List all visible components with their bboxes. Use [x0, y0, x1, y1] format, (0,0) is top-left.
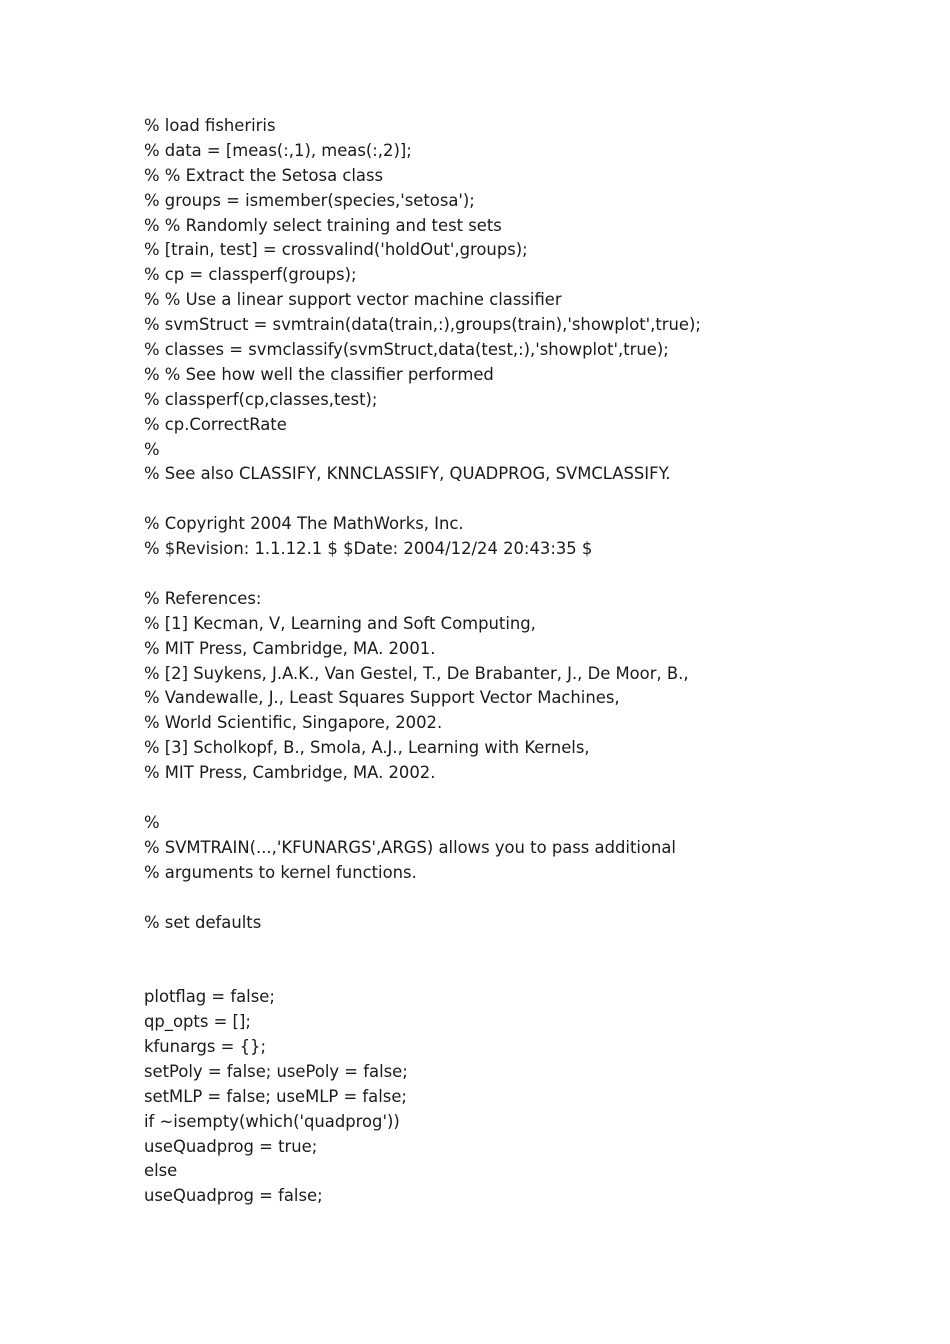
code-line: % SVMTRAIN(...,'KFUNARGS',ARGS) allows you to pass additional [144, 837, 676, 857]
blank-line [144, 786, 701, 811]
code-line: qp_opts = []; [144, 1012, 251, 1032]
code-line: useQuadprog = false; [144, 1186, 323, 1206]
code-line: kfunargs = {}; [144, 1036, 267, 1056]
code-line: else [144, 1161, 178, 1181]
code-line: % Vandewalle, J., Least Squares Support Vector Machines, [144, 688, 620, 708]
code-line: % cp = classperf(groups); [144, 265, 357, 285]
code-line: useQuadprog = true; [144, 1136, 318, 1156]
code-line: % World Scientific, Singapore, 2002. [144, 713, 443, 733]
blank-line [144, 562, 701, 587]
code-line: setPoly = false; usePoly = false; [144, 1061, 408, 1081]
code-line: % data = [meas(:,1), meas(:,2)]; [144, 140, 412, 160]
blank-line [144, 487, 701, 512]
code-line: % svmStruct = svmtrain(data(train,:),groups(train),'showplot',true); [144, 315, 701, 335]
code-line: % % Randomly select training and test sets [144, 215, 502, 235]
code-line: % [train, test] = crossvalind('holdOut',groups); [144, 240, 528, 260]
code-line: % See also CLASSIFY, KNNCLASSIFY, QUADPROG, SVMCLASSIFY. [144, 464, 671, 484]
code-line: % [144, 439, 160, 459]
code-line: % groups = ismember(species,'setosa'); [144, 190, 475, 210]
blank-line [144, 935, 701, 960]
code-line: % classperf(cp,classes,test); [144, 389, 378, 409]
code-line: % References: [144, 588, 262, 608]
code-line: if ~isempty(which('quadprog')) [144, 1111, 400, 1131]
code-line: % MIT Press, Cambridge, MA. 2002. [144, 763, 436, 783]
code-line: % classes = svmclassify(svmStruct,data(test,:),'showplot',true); [144, 340, 669, 360]
code-line: % % Extract the Setosa class [144, 165, 384, 185]
code-line: % [1] Kecman, V, Learning and Soft Computing, [144, 613, 536, 633]
code-line: % load fisheriris [144, 116, 276, 135]
code-line: % % See how well the classifier performed [144, 364, 494, 384]
code-line: % [3] Scholkopf, B., Smola, A.J., Learning with Kernels, [144, 738, 590, 758]
code-line: % Copyright 2004 The MathWorks, Inc. [144, 514, 464, 534]
blank-line [144, 886, 701, 911]
code-line: % [2] Suykens, J.A.K., Van Gestel, T., De Brabanter, J., De Moor, B., [144, 663, 689, 683]
blank-line [144, 960, 701, 985]
code-line: % [144, 812, 160, 832]
code-line: % $Revision: 1.1.12.1 $ $Date: 2004/12/24 20:43:35 $ [144, 539, 593, 559]
code-line: % MIT Press, Cambridge, MA. 2001. [144, 638, 436, 658]
code-line: % % Use a linear support vector machine classifier [144, 290, 562, 310]
code-line: % set defaults [144, 912, 262, 932]
code-line: % cp.CorrectRate [144, 414, 287, 434]
code-line: % arguments to kernel functions. [144, 862, 417, 882]
code-listing [144, 114, 701, 1209]
code-line: setMLP = false; useMLP = false; [144, 1086, 407, 1106]
code-line: plotflag = false; [144, 987, 275, 1007]
